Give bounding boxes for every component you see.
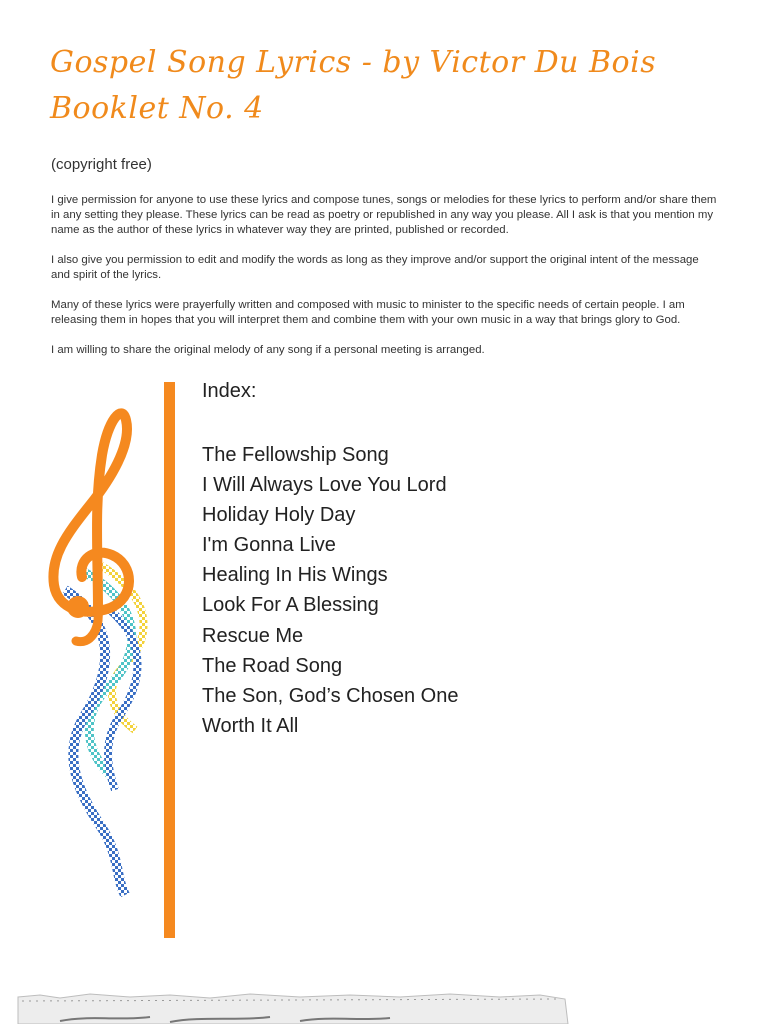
list-item: Holiday Holy Day: [202, 504, 356, 527]
copyright-note: (copyright free): [51, 156, 152, 173]
torn-paper-strip: [0, 975, 768, 1024]
list-item: Look For A Blessing: [202, 594, 379, 617]
ribbon-blue: [65, 590, 138, 895]
song-index-list: [202, 440, 458, 741]
title-line-2: Booklet No. 4: [50, 91, 264, 126]
list-item: I'm Gonna Live: [202, 534, 336, 557]
list-item: I Will Always Love You Lord: [202, 474, 447, 497]
title-line-1: Gospel Song Lyrics - by Victor Du Bois: [50, 45, 657, 80]
list-item: The Road Song: [202, 654, 343, 677]
paragraph-edit: I also give you permission to edit and modify the words as long as they improve and/or support the original intent of the message and spirit of the lyrics.: [51, 254, 699, 281]
list-item: The Fellowship Song: [202, 444, 389, 466]
index-heading: Index:: [202, 380, 257, 402]
list-item: Healing In His Wings: [202, 564, 388, 587]
paragraph-permission: I give permission for anyone to use these lyrics and compose tunes, songs or melodies for these lyrics to perform and/or share them in any setting they please. These lyrics can be read as poetry or republished in any way you please. All I ask is that you mention my name as the author of these lyrics in whatever way they are printed, published or recorded.: [51, 194, 717, 236]
permission-text: [51, 193, 719, 373]
paragraph-melody: I am willing to share the original melody of any song if a personal meeting is arranged.: [51, 344, 485, 356]
orange-divider: [164, 382, 175, 938]
clef-dot: [67, 596, 89, 618]
list-item: Rescue Me: [202, 624, 304, 647]
treble-clef-icon: [40, 395, 160, 905]
page-title: [50, 40, 656, 132]
list-item: The Son, God’s Chosen One: [202, 684, 459, 707]
list-item: Worth It All: [202, 714, 299, 737]
clef-shape: [53, 413, 129, 641]
paragraph-purpose: Many of these lyrics were prayerfully written and composed with music to minister to the specific needs of certain people. I am releasing them in hopes that you will interpret them and combine them with your own music in a way that brings glory to God.: [51, 299, 685, 326]
